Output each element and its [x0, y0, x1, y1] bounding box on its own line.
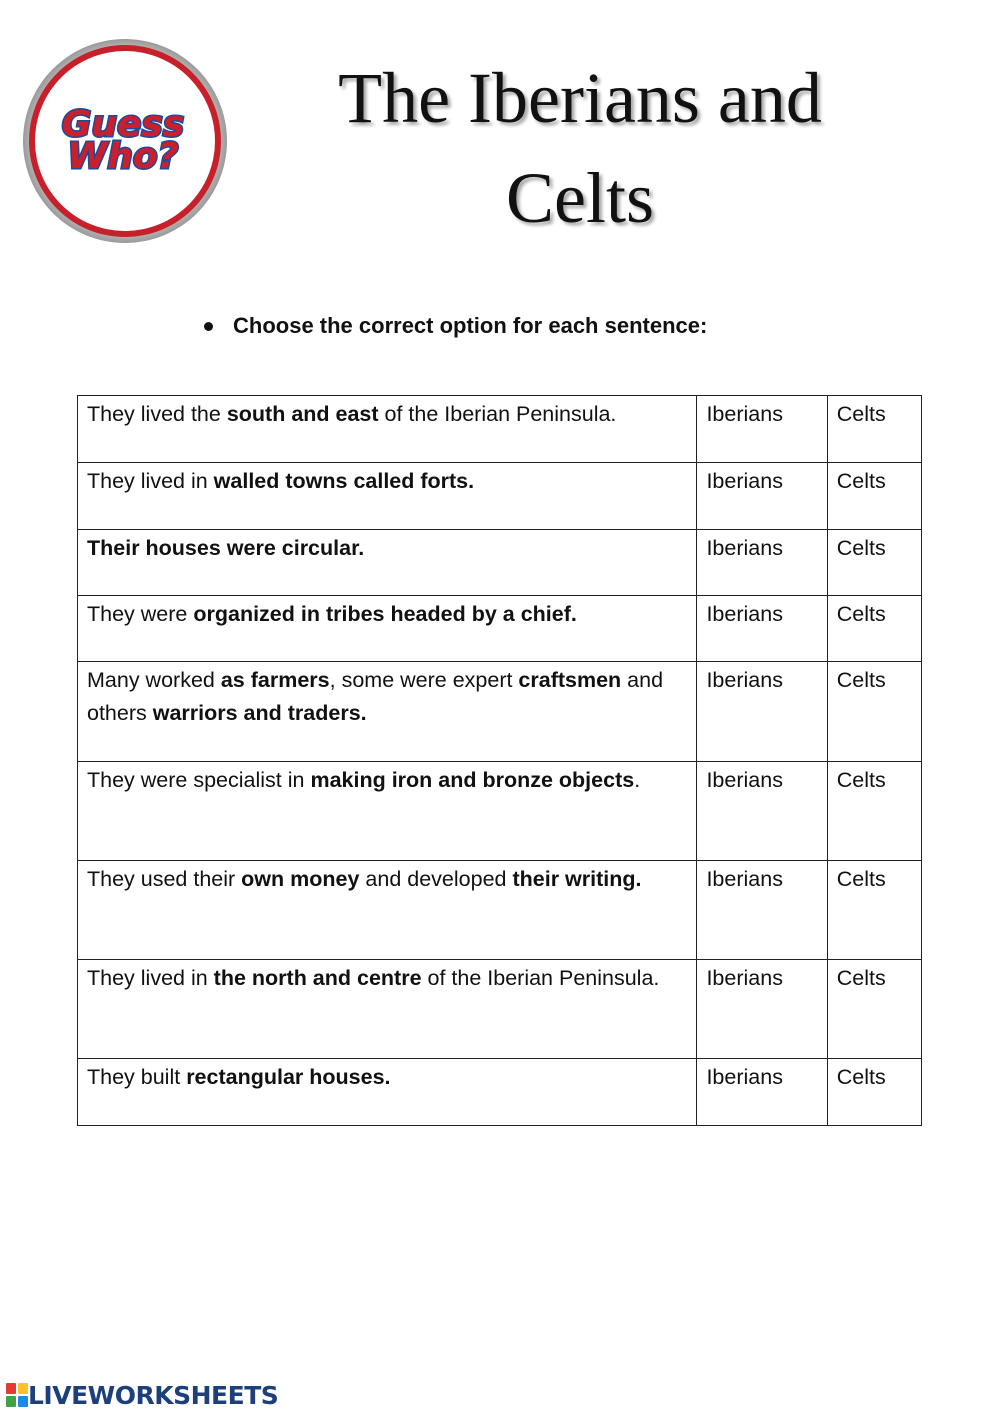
sentence-cell [78, 1059, 697, 1126]
sentence-text: of the Iberian Peninsula. [378, 402, 617, 426]
liveworksheets-logo-icon [6, 1383, 28, 1407]
sentence-text: and others [87, 668, 664, 725]
sentence-cell [78, 530, 697, 596]
option-iberians[interactable]: Iberians [697, 530, 827, 596]
sentence-text: . [634, 768, 641, 792]
quiz-table-body [78, 396, 922, 1126]
sentence-text: They used their [87, 867, 242, 891]
sentence-cell [78, 861, 697, 960]
page-title [270, 48, 890, 248]
table-row [78, 960, 922, 1059]
table-row [78, 396, 922, 463]
sentence-bold-text: organized in tribes headed by a chief. [193, 602, 577, 626]
liveworksheets-footer [6, 1380, 278, 1410]
sentence-bold-text: their writing. [512, 867, 642, 891]
sentence-bold-text: Their houses were circular. [87, 536, 365, 560]
sentence-bold-text: craftsmen [518, 668, 622, 692]
sentence-text: , some were expert [329, 668, 519, 692]
option-celts[interactable]: Celts [827, 1059, 921, 1126]
sentence-text: They built [87, 1065, 187, 1089]
table-row [78, 596, 922, 662]
logo-word-who: Who? [67, 136, 179, 177]
sentence-bold-text: making iron and bronze objects [310, 768, 635, 792]
sentence-text: They lived the [87, 402, 227, 426]
option-celts[interactable]: Celts [827, 396, 921, 463]
sentence-cell [78, 662, 697, 762]
sentence-text: and developed [359, 867, 513, 891]
option-celts[interactable]: Celts [827, 596, 921, 662]
sentence-bold-text: walled towns called forts. [213, 469, 475, 493]
table-row [78, 662, 922, 762]
option-iberians[interactable]: Iberians [697, 396, 827, 463]
option-iberians[interactable]: Iberians [697, 762, 827, 861]
guess-who-logo [20, 36, 230, 246]
option-iberians[interactable]: Iberians [697, 1059, 827, 1126]
option-iberians[interactable]: Iberians [697, 861, 827, 960]
option-celts[interactable]: Celts [827, 463, 921, 530]
option-iberians[interactable]: Iberians [697, 596, 827, 662]
sentence-bold-text: as farmers [220, 668, 330, 692]
sentence-cell [78, 396, 697, 463]
title-line-1: The Iberians and [338, 58, 822, 138]
option-celts[interactable]: Celts [827, 960, 921, 1059]
option-celts[interactable]: Celts [827, 662, 921, 762]
sentence-cell [78, 960, 697, 1059]
sentence-cell [78, 596, 697, 662]
option-iberians[interactable]: Iberians [697, 662, 827, 762]
sentence-cell [78, 463, 697, 530]
table-row [78, 463, 922, 530]
table-row [78, 861, 922, 960]
table-row [78, 762, 922, 861]
instruction [200, 310, 900, 342]
option-iberians[interactable]: Iberians [697, 463, 827, 530]
option-celts[interactable]: Celts [827, 762, 921, 861]
option-iberians[interactable]: Iberians [697, 960, 827, 1059]
sentence-text: They were specialist in [87, 768, 311, 792]
sentence-bold-text: own money [241, 867, 360, 891]
table-row [78, 1059, 922, 1126]
bullet-icon [204, 322, 213, 331]
sentence-bold-text: south and east [226, 402, 379, 426]
instruction-text: Choose the correct option for each sentence: [233, 313, 708, 338]
logo-word-guess: Guess [61, 104, 185, 145]
sentence-text: Many worked [87, 668, 221, 692]
option-celts[interactable]: Celts [827, 530, 921, 596]
sentence-bold-text: rectangular houses. [186, 1065, 391, 1089]
quiz-table [77, 395, 922, 1126]
liveworksheets-brand: LIVEWORKSHEETS [28, 1380, 279, 1410]
sentence-text: They lived in [87, 966, 214, 990]
sentence-bold-text: warriors and traders. [152, 700, 367, 725]
sentence-text: They lived in [87, 469, 214, 493]
sentence-text: of the Iberian Peninsula. [421, 966, 660, 990]
title-line-2: Celts [505, 158, 654, 238]
option-celts[interactable]: Celts [827, 861, 921, 960]
sentence-text: They were [87, 602, 194, 626]
table-row [78, 530, 922, 596]
sentence-bold-text: the north and centre [213, 966, 422, 990]
sentence-cell [78, 762, 697, 861]
